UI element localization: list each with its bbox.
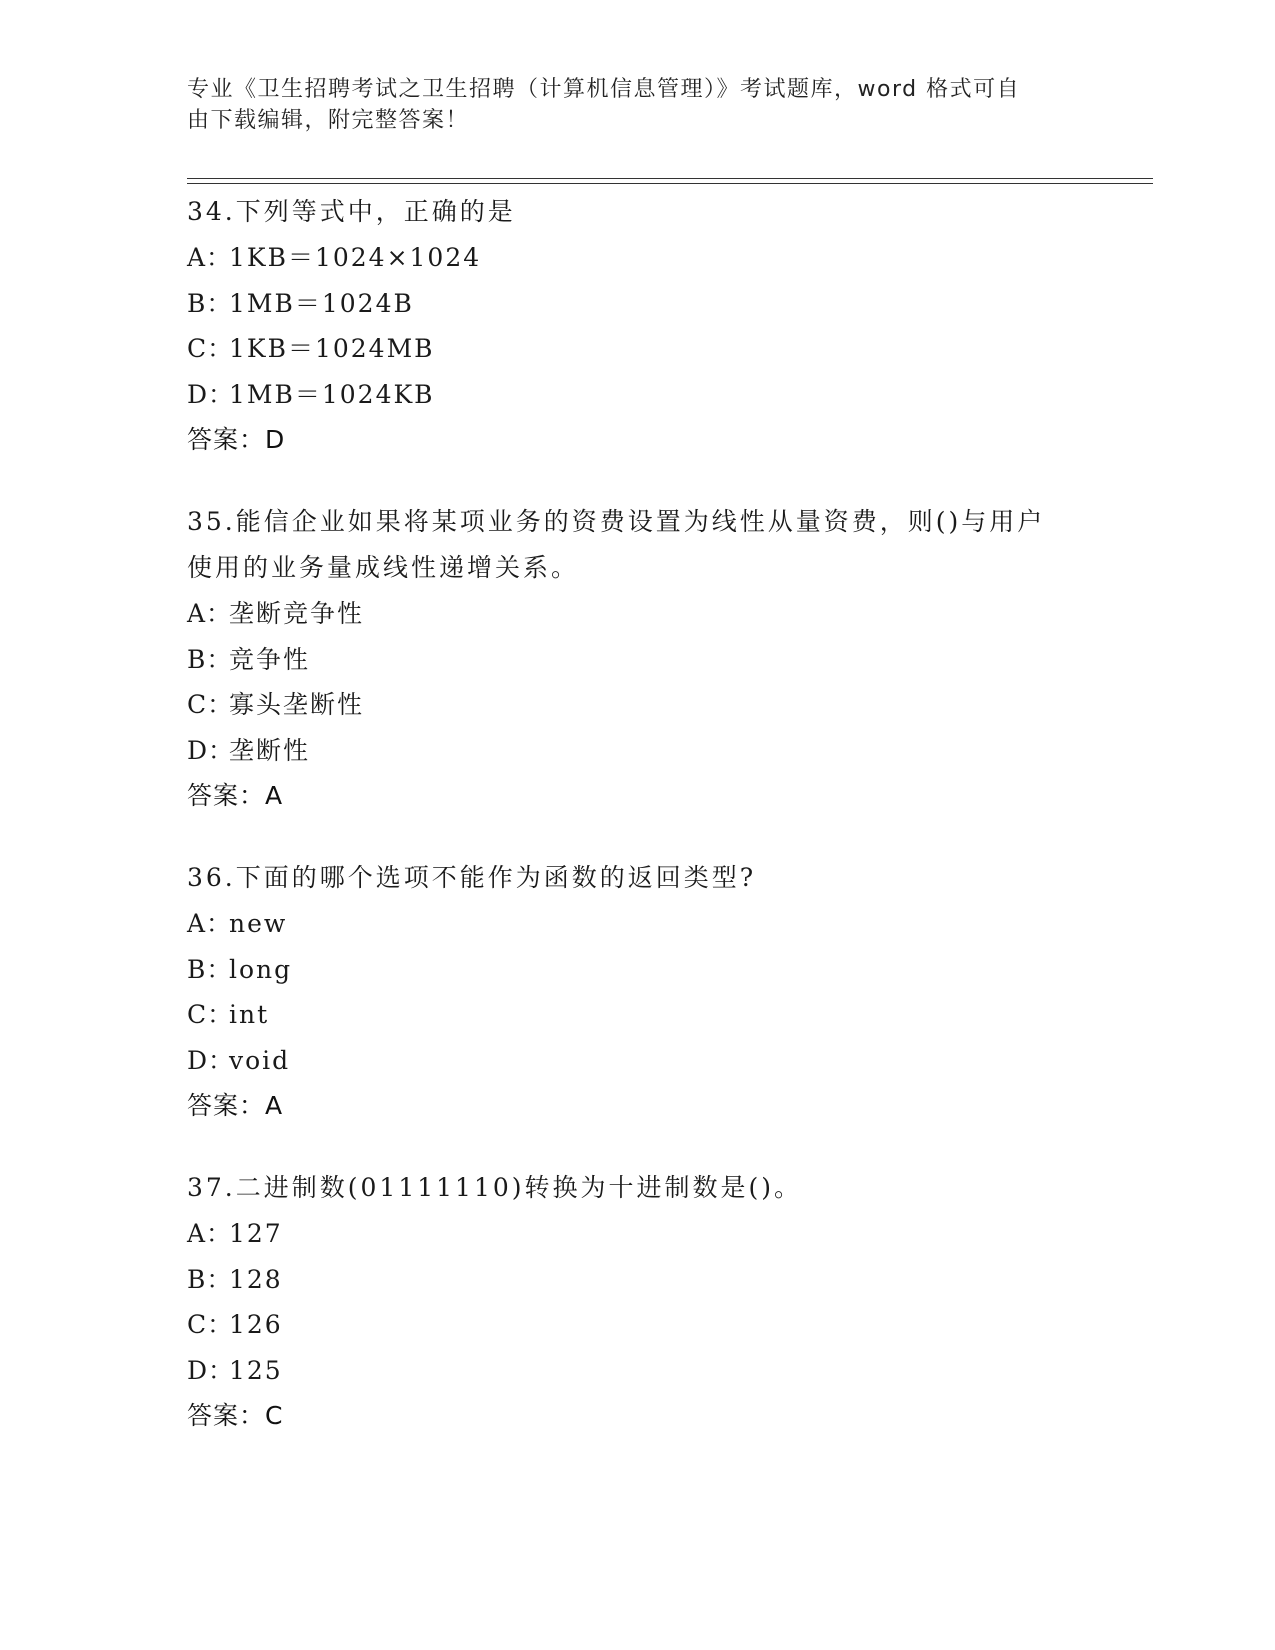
option-b: [187, 947, 1087, 993]
question-text: [187, 499, 1047, 591]
option-d: [187, 728, 1087, 774]
option-letter: A：: [187, 1219, 233, 1248]
document-header: [187, 74, 1067, 136]
option-b: [187, 637, 1087, 683]
option-letter: B：: [187, 954, 233, 984]
option-letter: A：: [187, 599, 233, 628]
header-line-1: 专业《卫生招聘考试之卫生招聘（计算机信息管理）》考试题库，word 格式可自: [187, 77, 1021, 102]
option-letter: A：: [187, 243, 233, 272]
option-text: 寡头垄断性: [229, 690, 365, 719]
question-stem: 下列等式中，正确的是: [235, 197, 516, 226]
option-letter: C：: [187, 690, 234, 719]
option-text: new: [229, 909, 288, 938]
option-a: [187, 1211, 1087, 1257]
option-letter: C：: [187, 1310, 234, 1339]
question-text: [187, 189, 1087, 235]
answer-value: A: [265, 1091, 284, 1120]
option-b: [187, 281, 1087, 327]
option-text: 1KB＝1024×1024: [229, 243, 482, 272]
option-text: void: [229, 1045, 291, 1075]
header-divider-top: [187, 178, 1153, 179]
question-number: 36.: [187, 863, 236, 892]
option-text: 126: [229, 1310, 283, 1339]
option-c: [187, 992, 1087, 1038]
answer-label: 答案：: [187, 1401, 266, 1430]
question-37: [187, 1165, 1087, 1439]
question-list: [187, 189, 1087, 1475]
option-b: [187, 1257, 1087, 1303]
option-text: 1MB＝1024B: [229, 288, 414, 318]
header-divider-bottom: [187, 183, 1153, 184]
option-d: [187, 1038, 1087, 1084]
option-text: 128: [229, 1264, 283, 1294]
option-letter: D：: [187, 379, 235, 409]
question-36: [187, 855, 1087, 1129]
option-c: [187, 1302, 1087, 1348]
option-c: [187, 326, 1087, 372]
option-text: long: [229, 954, 293, 984]
question-text: [187, 855, 1087, 901]
question-stem: 二进制数(01111110)转换为十进制数是()。: [235, 1173, 803, 1202]
option-letter: D：: [187, 1355, 235, 1385]
option-letter: B：: [187, 644, 233, 674]
option-letter: B：: [187, 1264, 233, 1294]
option-letter: B：: [187, 288, 233, 318]
answer-label: 答案：: [187, 1091, 266, 1120]
answer-value: D: [265, 425, 286, 454]
option-letter: C：: [187, 1000, 234, 1029]
answer-line: [187, 417, 1087, 463]
option-text: int: [229, 1000, 270, 1029]
option-letter: D：: [187, 735, 235, 765]
question-number: 35.: [187, 507, 236, 536]
answer-line: [187, 773, 1087, 819]
answer-value: C: [265, 1401, 284, 1430]
header-line-2: 由下载编辑，附完整答案！: [187, 108, 470, 133]
question-stem: 下面的哪个选项不能作为函数的返回类型?: [235, 863, 757, 892]
answer-line: [187, 1083, 1087, 1129]
question-number: 34.: [187, 197, 236, 226]
option-text: 垄断竞争性: [229, 599, 365, 628]
option-a: [187, 901, 1087, 947]
answer-label: 答案：: [187, 425, 266, 454]
question-number: 37.: [187, 1173, 236, 1202]
answer-label: 答案：: [187, 781, 266, 810]
answer-value: A: [265, 781, 284, 810]
option-text: 1MB＝1024KB: [229, 379, 435, 409]
option-letter: A：: [187, 909, 233, 938]
option-d: [187, 1348, 1087, 1394]
option-letter: D：: [187, 1045, 235, 1075]
option-text: 125: [229, 1355, 283, 1385]
option-text: 竞争性: [229, 644, 311, 674]
option-a: [187, 235, 1087, 281]
question-35: [187, 499, 1087, 819]
option-text: 127: [229, 1219, 283, 1248]
option-c: [187, 682, 1087, 728]
question-stem: 能信企业如果将某项业务的资费设置为线性从量资费，则()与用户使用的业务量成线性递增关系。: [187, 507, 1046, 582]
option-text: 垄断性: [229, 735, 311, 765]
answer-line: [187, 1393, 1087, 1439]
question-34: [187, 189, 1087, 463]
question-text: [187, 1165, 1087, 1211]
option-d: [187, 372, 1087, 418]
option-letter: C：: [187, 334, 234, 363]
option-text: 1KB＝1024MB: [229, 334, 435, 363]
option-a: [187, 591, 1087, 637]
